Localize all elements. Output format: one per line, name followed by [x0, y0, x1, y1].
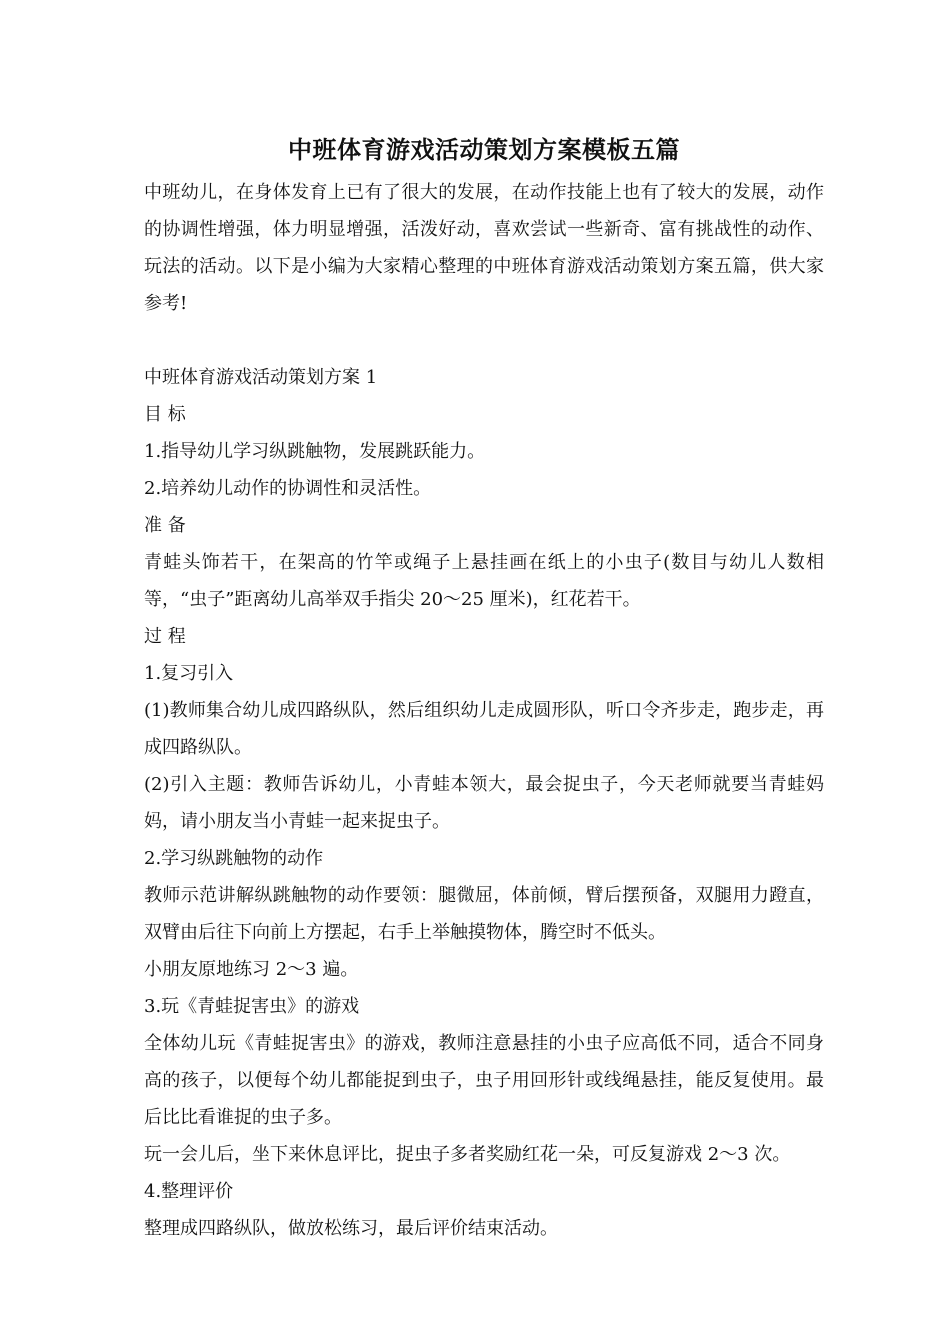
process-step-4-heading: 4.整理评价 — [144, 1181, 234, 1202]
document-page — [144, 130, 824, 1247]
subheading-preparation: 准 备 — [144, 515, 186, 536]
goal-item-1: 1.指导幼儿学习纵跳触物，发展跳跃能力。 — [144, 441, 486, 462]
process-step-1-heading: 1.复习引入 — [144, 663, 234, 684]
process-step-3-detail-1: 全体幼儿玩《青蛙捉害虫》的游戏，教师注意悬挂的小虫子应高低不同，适合不同身高的孩子，以便每个幼儿都能捉到虫子，虫子用回形针或线绳悬挂，能反复使用。最后比比看谁捉的虫子多。 — [144, 1033, 824, 1128]
subheading-process: 过 程 — [144, 626, 186, 647]
subheading-goals: 目 标 — [144, 404, 186, 425]
process-step-4-detail-1: 整理成四路纵队，做放松练习，最后评价结束活动。 — [144, 1218, 558, 1239]
process-step-2-detail-2: 小朋友原地练习 2～3 遍。 — [144, 959, 359, 980]
preparation-paragraph: 青蛙头饰若干，在架高的竹竿或绳子上悬挂画在纸上的小虫子(数目与幼儿人数相等，“虫子”距离幼儿高举双手指尖 20～25 厘米)，红花若干。 — [144, 552, 824, 610]
section-heading-plan-1: 中班体育游戏活动策划方案 1 — [144, 367, 378, 388]
intro-paragraph: 中班幼儿，在身体发育上已有了很大的发展，在动作技能上也有了较大的发展，动作的协调性增强，体力明显增强，活泼好动，喜欢尝试一些新奇、富有挑战性的动作、玩法的活动。以下是小编为大家精心整理的中班体育游戏活动策划方案五篇，供大家参考! — [144, 182, 824, 314]
process-step-3-detail-2: 玩一会儿后，坐下来休息评比，捉虫子多者奖励红花一朵，可反复游戏 2～3 次。 — [144, 1144, 791, 1165]
paragraph-spacer — [144, 322, 824, 359]
process-step-2-detail-1: 教师示范讲解纵跳触物的动作要领：腿微屈，体前倾，臂后摆预备，双腿用力蹬直，双臂由后往下向前上方摆起，右手上举触摸物体，腾空时不低头。 — [144, 885, 824, 943]
goal-item-2: 2.培养幼儿动作的协调性和灵活性。 — [144, 478, 432, 499]
process-step-3-heading: 3.玩《青蛙捉害虫》的游戏 — [144, 996, 360, 1017]
process-step-1-detail-2: (2)引入主题：教师告诉幼儿，小青蛙本领大，最会捉虫子，今天老师就要当青蛙妈妈，请小朋友当小青蛙一起来捉虫子。 — [144, 774, 824, 832]
document-title: 中班体育游戏活动策划方案模板五篇 — [288, 135, 680, 164]
process-step-1-detail-1: (1)教师集合幼儿成四路纵队，然后组织幼儿走成圆形队，听口令齐步走，跑步走，再成四路纵队。 — [144, 700, 824, 758]
process-step-2-heading: 2.学习纵跳触物的动作 — [144, 848, 324, 869]
